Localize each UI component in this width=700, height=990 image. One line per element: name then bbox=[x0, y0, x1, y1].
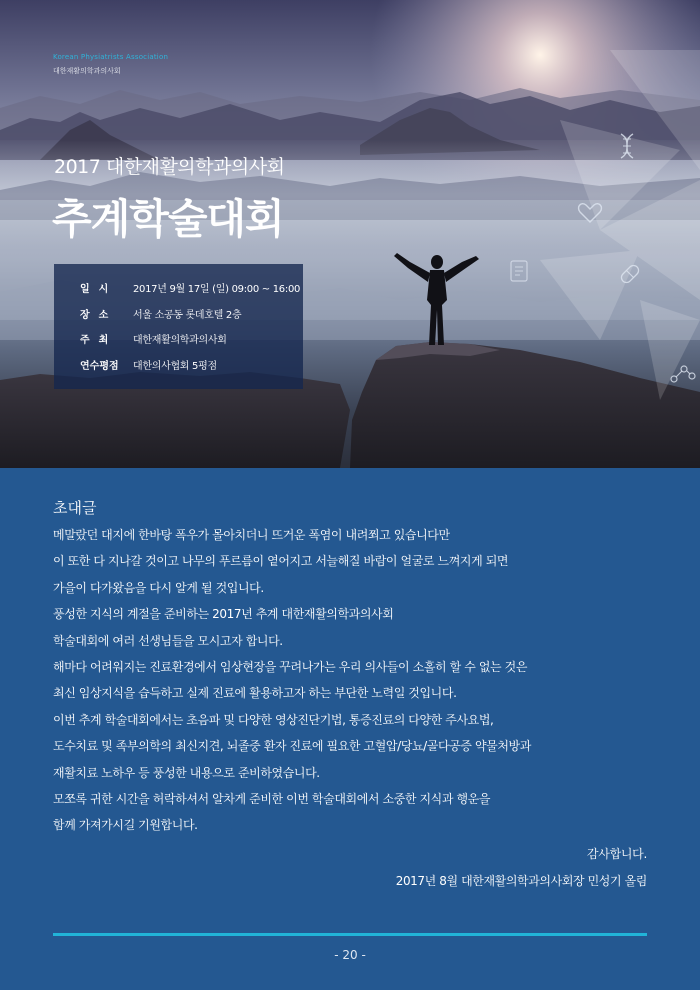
event-title: 추계학술대회 bbox=[52, 195, 284, 243]
invitation-line: 이 또한 다 지나갈 것이고 나무의 푸르름이 옅어지고 서늘해질 바람이 얼굴로 느껴지게 되면 bbox=[53, 554, 509, 569]
info-label: 일시 bbox=[80, 284, 118, 295]
invitation-line: 함께 가져가시길 기원합니다. bbox=[53, 818, 198, 833]
molecule-icon bbox=[670, 362, 696, 384]
info-label: 장소 bbox=[80, 310, 118, 321]
invitation-line: 재활치료 노하우 등 풍성한 내용으로 준비하였습니다. bbox=[53, 765, 320, 780]
info-value: 서울 소공동 롯데호텔 2층 bbox=[133, 310, 242, 321]
heart-icon bbox=[577, 202, 603, 224]
invitation-line: 학술대회에 여러 선생님들을 모시고자 합니다. bbox=[53, 633, 283, 648]
hero-banner bbox=[0, 0, 700, 468]
invitation-line: 메말랐던 대지에 한바탕 폭우가 몰아치더니 뜨거운 폭염이 내려쬐고 있습니다만 bbox=[53, 528, 450, 542]
closing-text: 감사합니다. bbox=[587, 847, 647, 861]
org-name-english: Korean Physiatrists Association bbox=[53, 53, 169, 61]
info-label: 연수평점 bbox=[80, 361, 119, 372]
invitation-body bbox=[53, 522, 653, 839]
info-row-date bbox=[54, 280, 303, 300]
invitation-line: 최신 임상지식을 습득하고 실제 진료에 활용하고자 하는 부단한 노력일 것입니다. bbox=[53, 686, 457, 701]
info-row-host bbox=[54, 331, 303, 351]
org-name-korean: 대한재활의학과의사회 bbox=[53, 67, 121, 75]
signature-line: 2017년 8월 대한재활의학과의사회장 민성기 올림 bbox=[395, 874, 647, 888]
invitation-line: 풍성한 지식의 계절을 준비하는 2017년 추계 대한재활의학과의사회 bbox=[53, 607, 394, 622]
invitation-heading: 초대글 bbox=[53, 499, 97, 517]
event-info-box bbox=[54, 264, 303, 389]
document-icon bbox=[509, 259, 529, 283]
invitation-line: 해마다 어려워지는 진료환경에서 임상현장을 꾸려나가는 우리 의사들이 소홀히 할 수 없는 것은 bbox=[53, 659, 528, 674]
info-label: 주최 bbox=[80, 335, 118, 346]
invitation-line: 가을이 다가왔음을 다시 알게 될 것입니다. bbox=[53, 580, 264, 595]
info-row-credits bbox=[54, 357, 303, 377]
pill-icon bbox=[618, 262, 642, 286]
invitation-section bbox=[0, 468, 700, 990]
invitation-line: 이번 추계 학술대회에서는 초음파 및 다양한 영상진단기법, 통증진료의 다양한 주사요법, bbox=[53, 712, 494, 727]
info-value: 대한의사협회 5평점 bbox=[133, 361, 217, 372]
info-value: 2017년 9월 17일 (일) 09:00 ~ 16:00 bbox=[133, 284, 301, 295]
invitation-line: 모쪼록 귀한 시간을 허락하셔서 알차게 준비한 이번 학술대회에서 소중한 지식과 행운을 bbox=[53, 791, 491, 806]
event-subtitle: 2017 대한재활의학과의사회 bbox=[54, 156, 285, 178]
invitation-line: 도수치료 및 족부의학의 최신지견, 뇌졸중 환자 진료에 필요한 고혈압/당뇨/골다공증 약물처방과 bbox=[53, 739, 531, 754]
page-number: - 20 - bbox=[334, 948, 366, 962]
info-value: 대한재활의학과의사회 bbox=[133, 335, 227, 346]
footer-divider bbox=[53, 933, 647, 936]
info-row-venue bbox=[54, 306, 303, 326]
dna-icon bbox=[616, 132, 638, 160]
